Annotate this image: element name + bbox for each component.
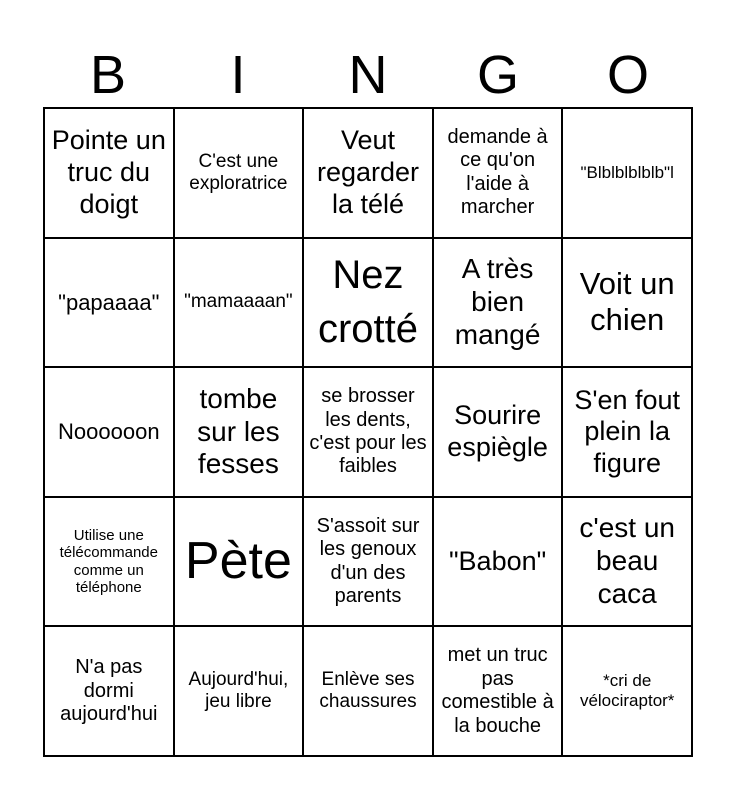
cell-text: N'a pas dormi aujourd'hui <box>60 656 158 725</box>
bingo-cell[interactable] <box>44 367 174 497</box>
bingo-cell[interactable] <box>303 497 433 627</box>
bingo-cell[interactable] <box>44 497 174 627</box>
cell-text: Voit un chien <box>579 266 675 338</box>
bingo-cell[interactable] <box>303 626 433 756</box>
bingo-cell[interactable] <box>562 497 692 627</box>
cell-text: Enlève ses chaussures <box>319 668 417 713</box>
header-letter-b: B <box>89 45 127 105</box>
cell-text: S'assoit sur les genoux d'un des parents <box>316 514 420 607</box>
bingo-header <box>43 42 693 108</box>
cell-text: tombe sur les fesses <box>197 382 280 480</box>
bingo-grid <box>43 107 693 757</box>
cell-text: Noooooon <box>58 419 160 445</box>
bingo-cell[interactable] <box>174 626 304 756</box>
cell-text: met un truc pas comestible à la bouche <box>441 644 554 737</box>
bingo-cell[interactable] <box>303 108 433 238</box>
header-letter-g: G <box>476 45 519 105</box>
header-letter-n: N <box>348 45 388 105</box>
cell-text: Pète <box>184 532 292 591</box>
bingo-cell[interactable] <box>562 367 692 497</box>
bingo-cell[interactable] <box>433 497 563 627</box>
bingo-cell[interactable] <box>562 626 692 756</box>
cell-text: Utilise une télécommande comme un téléphone <box>59 526 158 597</box>
header-letter-o: O <box>606 45 649 105</box>
cell-text: Aujourd'hui, jeu libre <box>188 668 289 713</box>
bingo-cell[interactable] <box>44 626 174 756</box>
cell-text: c'est un beau caca <box>579 512 675 609</box>
bingo-cell[interactable] <box>174 108 304 238</box>
bingo-cell[interactable] <box>562 238 692 368</box>
cell-text: "Blblblblblb"l <box>580 162 674 182</box>
cell-text: Pointe un truc du doigt <box>51 125 166 219</box>
cell-text: Nez crotté <box>317 253 419 352</box>
cell-text: demande à ce qu'on l'aide à marcher <box>447 126 548 219</box>
cell-text: Veut regarder la télé <box>316 125 420 219</box>
bingo-cell[interactable] <box>562 108 692 238</box>
cell-text: S'en fout plein la figure <box>574 384 681 478</box>
bingo-cell[interactable] <box>174 238 304 368</box>
cell-text: *cri de vélociraptor* <box>579 671 675 711</box>
header-letter-i: I <box>230 45 246 105</box>
cell-text: C'est une exploratrice <box>189 150 288 194</box>
bingo-cell[interactable] <box>433 238 563 368</box>
bingo-cell[interactable] <box>174 367 304 497</box>
cell-text: "mamaaaan" <box>184 291 293 313</box>
bingo-cell[interactable] <box>44 108 174 238</box>
cell-text: A très bien mangé <box>454 253 541 350</box>
bingo-cell[interactable] <box>303 367 433 497</box>
cell-text: se brosser les dents, c'est pour les faibles <box>309 385 427 478</box>
bingo-cell[interactable] <box>433 108 563 238</box>
bingo-cell[interactable] <box>303 238 433 368</box>
bingo-cell[interactable] <box>44 238 174 368</box>
bingo-cell[interactable] <box>433 626 563 756</box>
bingo-cell[interactable] <box>174 497 304 627</box>
cell-text: "papaaaa" <box>58 289 160 315</box>
bingo-cell[interactable] <box>433 367 563 497</box>
cell-text: Sourire espiègle <box>447 400 548 462</box>
cell-text: "Babon" <box>448 545 547 576</box>
